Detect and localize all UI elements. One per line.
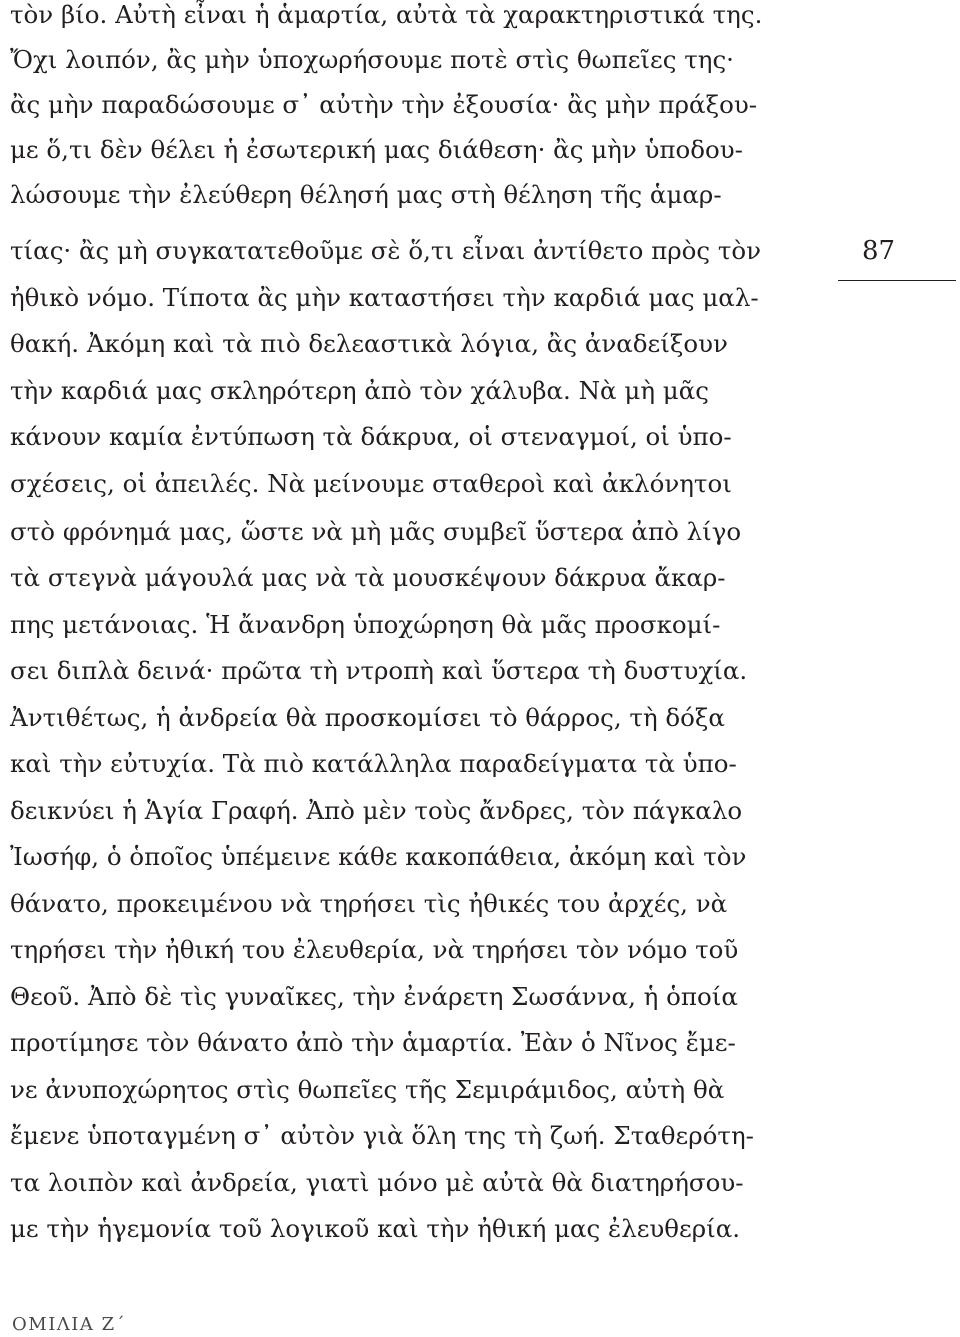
body-line-4: με ὅ,τι δὲν θέλει ἡ ἐσωτερική μας διάθεση· ἂς μὴν ὑποδου- xyxy=(10,135,743,164)
body-line-11: σχέσεις, οἱ ἀπειλές. Νὰ μείνουμε σταθεροὶ καὶ ἀκλόνητοι xyxy=(10,469,732,498)
body-line-25: ἔμενε ὑποταγμένη σ᾿ αὐτὸν γιὰ ὅλη της τὴ ζωή. Σταθερότη- xyxy=(10,1121,754,1150)
body-line-16: Ἀντιθέτως, ἡ ἀνδρεία θὰ προσκομίσει τὸ θάρρος, τὴ δόξα xyxy=(10,703,725,732)
body-line-26: τα λοιπὸν καὶ ἀνδρεία, γιατὶ μόνο μὲ αὐτὰ θὰ διατηρήσου- xyxy=(10,1168,744,1197)
body-line-5: λώσουμε τὴν ἐλεύθερη θέλησή μας στὴ θέληση τῆς ἁμαρ- xyxy=(10,180,722,209)
body-line-19: Ἰωσήφ, ὁ ὁποῖος ὑπέμεινε κάθε κακοπάθεια, ἀκόμη καὶ τὸν xyxy=(10,842,747,871)
body-line-2: Ὄχι λοιπόν, ἂς μὴν ὑποχωρήσουμε ποτὲ στὶς θωπεῖες της· xyxy=(10,45,734,74)
body-line-3: ἂς μὴν παραδώσουμε σ᾿ αὐτὴν τὴν ἐξουσία· ἂς μὴν πράξου- xyxy=(10,90,757,119)
body-line-12: στὸ φρόνημά μας, ὥστε νὰ μὴ μᾶς συμβεῖ ὕστερα ἀπὸ λίγο xyxy=(10,517,742,546)
page-number-rule xyxy=(838,280,956,281)
body-line-9: τὴν καρδιά μας σκληρότερη ἀπὸ τὸν χάλυβα. Νὰ μὴ μᾶς xyxy=(10,376,709,405)
body-line-17: καὶ τὴν εὐτυχία. Τὰ πιὸ κατάλληλα παραδείγματα τὰ ὑπο- xyxy=(10,749,737,778)
body-line-18: δεικνύει ἡ Ἁγία Γραφή. Ἀπὸ μὲν τοὺς ἄνδρες, τὸν πάγκαλο xyxy=(10,796,743,825)
body-line-21: τηρήσει τὴν ἠθική του ἐλευθερία, νὰ τηρήσει τὸν νόμο τοῦ xyxy=(10,935,739,964)
body-line-13: τὰ στεγνὰ μάγουλά μας νὰ τὰ μουσκέψουν δάκρυα ἄκαρ- xyxy=(10,563,726,592)
body-line-23: προτίμησε τὸν θάνατο ἀπὸ τὴν ἁμαρτία. Ἐὰν ὁ Νῖνος ἔμε- xyxy=(10,1028,736,1057)
body-line-6: τίας· ἂς μὴ συγκατατεθοῦμε σὲ ὅ,τι εἶναι ἀντίθετο πρὸς τὸν xyxy=(10,236,762,265)
body-line-24: νε ἀνυποχώρητος στὶς θωπεῖες τῆς Σεμιράμιδος, αὐτὴ θὰ xyxy=(10,1075,725,1104)
body-line-22: Θεοῦ. Ἀπὸ δὲ τὶς γυναῖκες, τὴν ἐνάρετη Σωσάννα, ἡ ὁποία xyxy=(10,982,738,1011)
body-line-15: σει διπλὰ δεινά· πρῶτα τὴ ντροπὴ καὶ ὕστερα τὴ δυστυχία. xyxy=(10,656,748,685)
body-line-1: τὸν βίο. Αὐτὴ εἶναι ἡ ἁμαρτία, αὐτὰ τὰ χαρακτηριστικά της. xyxy=(10,0,763,29)
body-line-7: ἠθικὸ νόμο. Τίποτα ἂς μὴν καταστήσει τὴν καρδιά μας μαλ- xyxy=(10,283,759,312)
body-line-14: πης μετάνοιας. Ἡ ἄνανδρη ὑποχώρηση θὰ μᾶς προσκομί- xyxy=(10,610,721,639)
body-line-10: κάνουν καμία ἐντύπωση τὰ δάκρυα, οἱ στεναγμοί, οἱ ὑπο- xyxy=(10,422,732,451)
running-footer: ΟΜΙΛΙΑ Ζ΄ xyxy=(12,1314,127,1335)
page-number: 87 xyxy=(862,236,896,266)
body-line-20: θάνατο, προκειμένου νὰ τηρήσει τὶς ἠθικές του ἀρχές, νὰ xyxy=(10,889,728,918)
body-line-8: θακή. Ἀκόμη καὶ τὰ πιὸ δελεαστικὰ λόγια, ἂς ἀναδείξουν xyxy=(10,329,728,358)
body-line-27: με τὴν ἡγεμονία τοῦ λογικοῦ καὶ τὴν ἠθική μας ἐλευθερία. xyxy=(10,1214,741,1243)
